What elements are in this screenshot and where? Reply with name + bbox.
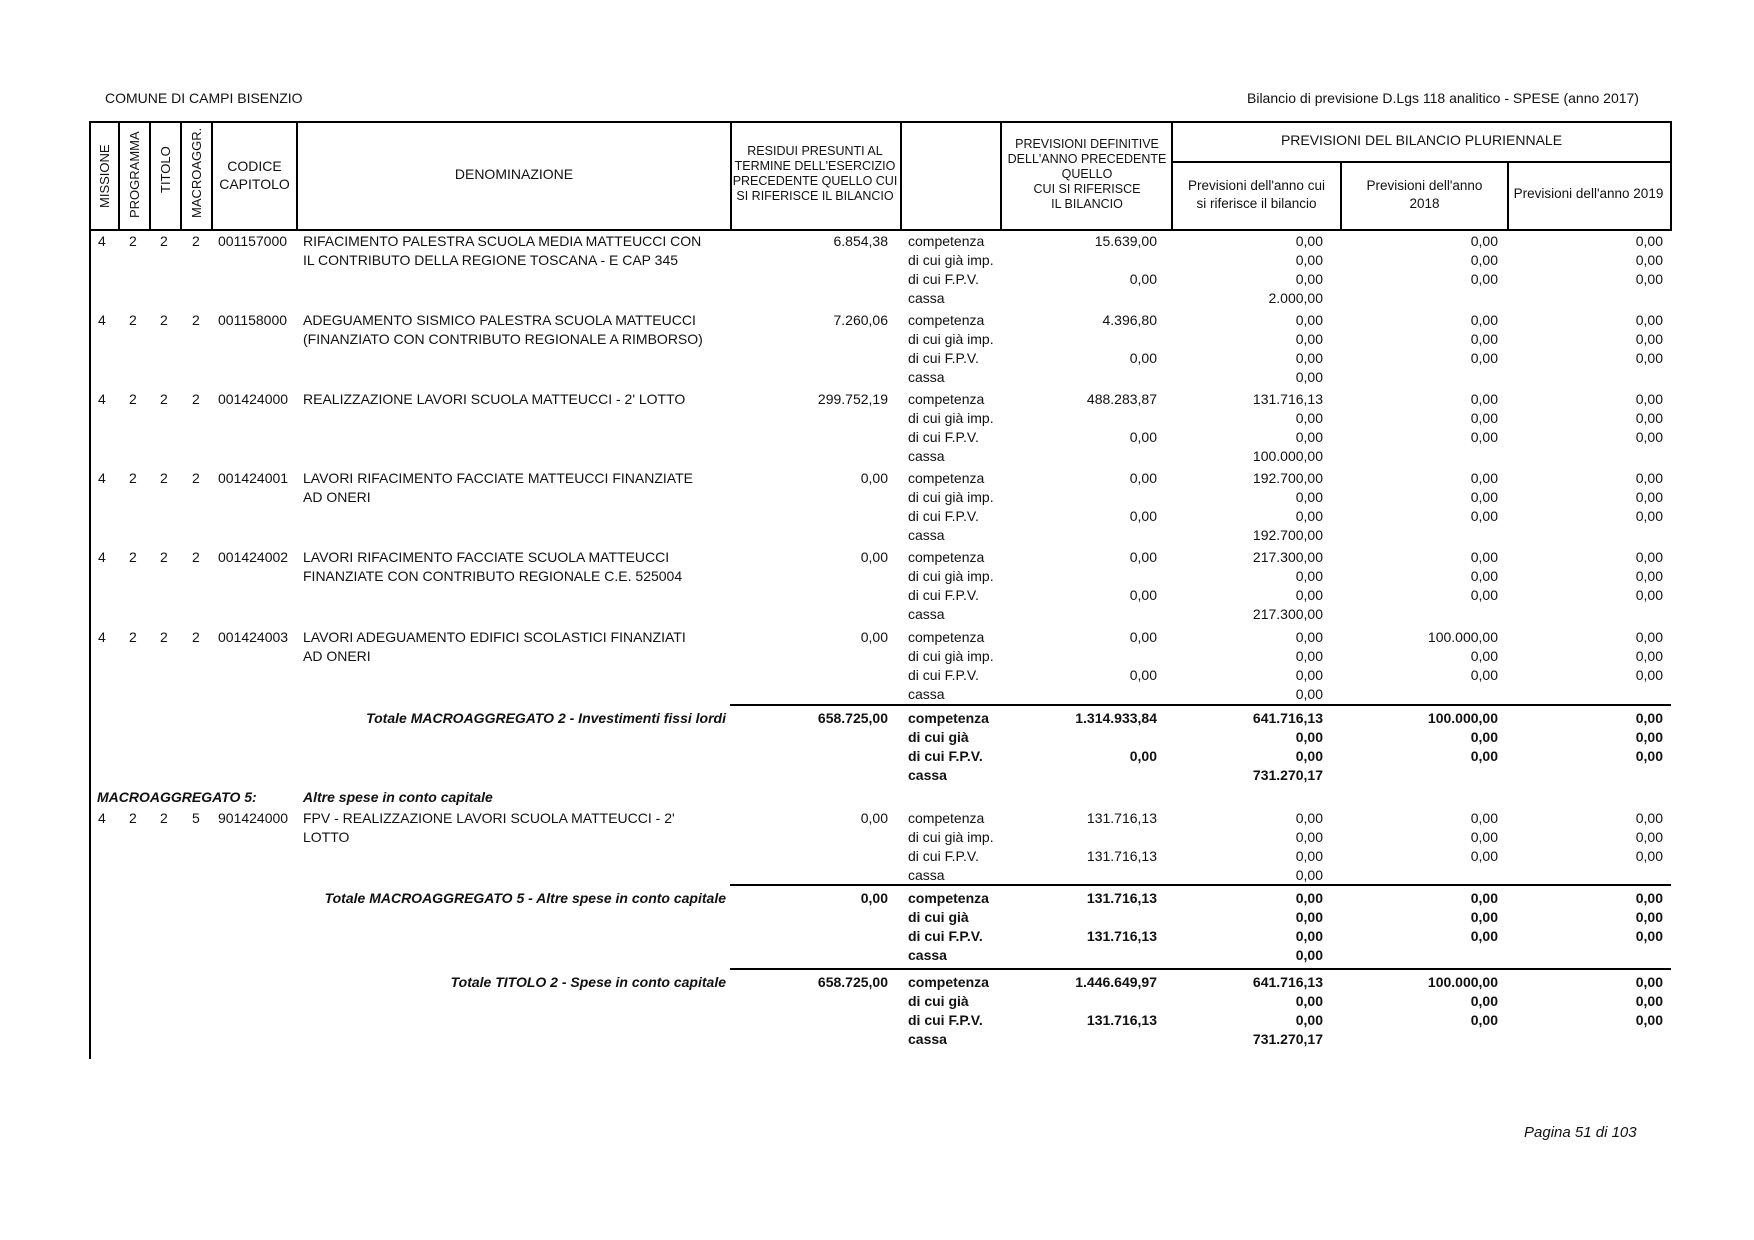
missione-value: 4	[98, 629, 106, 645]
denominazione: FPV - REALIZZAZIONE LAVORI SCUOLA MATTEUCCI - 2'	[303, 810, 675, 826]
value-label: di cui F.P.V.	[908, 271, 979, 287]
macroaggr-value: 2	[192, 312, 200, 328]
codice-capitolo: 001157000	[218, 233, 288, 249]
prev-def-value: 0,00	[1129, 587, 1157, 603]
macroaggregato-5-label: Altre spese in conto capitale	[303, 789, 493, 805]
anno-2019-value: 0,00	[1635, 391, 1663, 407]
anno-2017-value: 192.700,00	[1252, 527, 1323, 543]
denominazione: LAVORI ADEGUAMENTO EDIFICI SCOLASTICI FINANZIATI	[303, 629, 686, 645]
total-label: Totale MACROAGGREGATO 2 - Investimenti fissi lordi	[366, 710, 726, 726]
anno-2018-value: 0,00	[1470, 890, 1498, 906]
value-label: di cui F.P.V.	[908, 667, 979, 683]
anno-2019-value: 0,00	[1635, 489, 1663, 505]
anno-2019-value: 0,00	[1635, 568, 1663, 584]
anno-2019-value: 0,00	[1635, 909, 1663, 925]
value-label: di cui già imp.	[908, 648, 994, 664]
value-label: cassa	[908, 606, 945, 622]
prev-def-value: 4.396,80	[1102, 312, 1157, 328]
anno-2019-value: 0,00	[1635, 993, 1663, 1009]
programma-value: 2	[129, 629, 137, 645]
header-bottom-border	[89, 229, 1672, 231]
codice-capitolo: 001424002	[218, 549, 289, 565]
anno-2018-value: 0,00	[1470, 508, 1498, 524]
pluri-divider	[1172, 161, 1672, 163]
value-label: di cui F.P.V.	[908, 748, 983, 764]
residui-value: 658.725,00	[817, 710, 888, 726]
anno-2019-value: 0,00	[1635, 729, 1663, 745]
value-label: di cui F.P.V.	[908, 508, 979, 524]
missione-value: 4	[98, 810, 106, 826]
anno-2019-value: 0,00	[1635, 667, 1663, 683]
anno-2017-value: 192.700,00	[1252, 470, 1323, 486]
anno-2019-value: 0,00	[1635, 848, 1663, 864]
anno-2017-value: 100.000,00	[1252, 448, 1323, 464]
total-rule	[730, 704, 1671, 706]
anno-2017-value: 0,00	[1295, 748, 1323, 764]
value-label: di cui già imp.	[908, 410, 994, 426]
col-anno-2019: Previsioni dell'anno 2019	[1513, 186, 1664, 201]
anno-2018-value: 0,00	[1470, 271, 1498, 287]
anno-2019-value: 0,00	[1635, 587, 1663, 603]
denominazione: (FINANZIATO CON CONTRIBUTO REGIONALE A RIMBORSO)	[303, 331, 703, 347]
anno-2018-value: 0,00	[1470, 848, 1498, 864]
prev-def-value: 0,00	[1129, 508, 1157, 524]
anno-2018-value: 0,00	[1470, 729, 1498, 745]
prev-def-value: 488.283,87	[1086, 391, 1157, 407]
anno-2019-value: 0,00	[1635, 312, 1663, 328]
anno-2019-value: 0,00	[1635, 890, 1663, 906]
anno-2019-value: 0,00	[1635, 549, 1663, 565]
anno-2019-value: 0,00	[1635, 470, 1663, 486]
denominazione: ADEGUAMENTO SISMICO PALESTRA SCUOLA MATTEUCCI	[303, 312, 696, 328]
missione-value: 4	[98, 549, 106, 565]
value-label: di cui F.P.V.	[908, 350, 979, 366]
anno-2017-value: 731.270,17	[1252, 767, 1323, 783]
residui-value: 658.725,00	[817, 974, 888, 990]
titolo-value: 2	[160, 233, 168, 249]
value-label: cassa	[908, 1031, 947, 1047]
programma-value: 2	[129, 391, 137, 407]
prev-def-value: 0,00	[1129, 271, 1157, 287]
anno-2018-value: 0,00	[1470, 429, 1498, 445]
anno-2017-value: 0,00	[1295, 890, 1323, 906]
anno-2019-value: 0,00	[1635, 252, 1663, 268]
col-sep-3	[180, 121, 182, 231]
prev-def-value: 131.716,13	[1086, 1012, 1157, 1028]
anno-2017-value: 0,00	[1295, 252, 1323, 268]
anno-2017-value: 641.716,13	[1252, 710, 1323, 726]
prev-def-value: 0,00	[1129, 350, 1157, 366]
prev-def-value: 0,00	[1129, 629, 1157, 645]
codice-capitolo: 901424000	[218, 810, 289, 826]
anno-2018-value: 100.000,00	[1427, 629, 1498, 645]
anno-2018-value: 0,00	[1470, 350, 1498, 366]
value-label: competenza	[908, 233, 985, 249]
value-label: di cui già imp.	[908, 568, 994, 584]
value-label: competenza	[908, 810, 985, 826]
value-label: cassa	[908, 527, 945, 543]
programma-value: 2	[129, 549, 137, 565]
value-label: di cui già imp.	[908, 331, 994, 347]
anno-2019-value: 0,00	[1635, 748, 1663, 764]
anno-2018-value: 0,00	[1470, 233, 1498, 249]
value-label: competenza	[908, 549, 985, 565]
col-sep-2	[149, 121, 151, 231]
codice-capitolo: 001158000	[218, 312, 288, 328]
anno-2018-value: 0,00	[1470, 489, 1498, 505]
page-number: Pagina 51 di 103	[1524, 1124, 1637, 1141]
value-label: di cui già imp.	[908, 252, 994, 268]
anno-2017-value: 0,00	[1295, 489, 1323, 505]
value-label: competenza	[908, 470, 985, 486]
programma-value: 2	[129, 470, 137, 486]
missione-value: 4	[98, 470, 106, 486]
anno-2019-value: 0,00	[1635, 429, 1663, 445]
anno-2018-value: 0,00	[1470, 667, 1498, 683]
anno-2018-value: 0,00	[1470, 568, 1498, 584]
missione-value: 4	[98, 312, 106, 328]
value-label: cassa	[908, 686, 945, 702]
denominazione: LAVORI RIFACIMENTO FACCIATE MATTEUCCI FINANZIATE	[303, 470, 693, 486]
anno-2017-value: 0,00	[1295, 909, 1323, 925]
anno-2019-value: 0,00	[1635, 233, 1663, 249]
value-label: di cui F.P.V.	[908, 587, 979, 603]
value-label: competenza	[908, 710, 989, 726]
anno-2018-value: 100.000,00	[1427, 974, 1498, 990]
residui-value: 0,00	[860, 629, 888, 645]
anno-2017-value: 0,00	[1295, 667, 1323, 683]
value-label: di cui già	[908, 729, 969, 745]
anno-2019-value: 0,00	[1635, 331, 1663, 347]
value-label: cassa	[908, 867, 945, 883]
value-label: cassa	[908, 767, 947, 783]
anno-2018-value: 0,00	[1470, 549, 1498, 565]
col-sep-7	[900, 121, 902, 231]
prev-def-value: 0,00	[1129, 748, 1157, 764]
anno-2017-value: 0,00	[1295, 508, 1323, 524]
denominazione: FINANZIATE CON CONTRIBUTO REGIONALE C.E. 525004	[303, 568, 683, 584]
anno-2017-value: 0,00	[1295, 331, 1323, 347]
macroaggregato-5-code: MACROAGGREGATO 5:	[97, 789, 257, 805]
anno-2018-value: 0,00	[1470, 648, 1498, 664]
titolo-value: 2	[160, 549, 168, 565]
prev-def-value: 131.716,13	[1086, 848, 1157, 864]
anno-2017-value: 217.300,00	[1252, 549, 1323, 565]
missione-value: 4	[98, 233, 106, 249]
anno-2017-value: 0,00	[1295, 810, 1323, 826]
macroaggr-value: 2	[192, 629, 200, 645]
value-label: di cui F.P.V.	[908, 429, 979, 445]
titolo-value: 2	[160, 312, 168, 328]
residui-value: 7.260,06	[833, 312, 888, 328]
denominazione: IL CONTRIBUTO DELLA REGIONE TOSCANA - E CAP 345	[303, 252, 679, 268]
value-label: cassa	[908, 947, 947, 963]
value-label: cassa	[908, 369, 945, 385]
entity-name: COMUNE DI CAMPI BISENZIO	[105, 90, 303, 106]
col-denominazione: DENOMINAZIONE	[454, 166, 574, 182]
denominazione: REALIZZAZIONE LAVORI SCUOLA MATTEUCCI - 2' LOTTO	[303, 391, 686, 407]
anno-2017-value: 0,00	[1295, 429, 1323, 445]
anno-2017-value: 0,00	[1295, 829, 1323, 845]
anno-2018-value: 0,00	[1470, 748, 1498, 764]
anno-2017-value: 0,00	[1295, 848, 1323, 864]
anno-2018-value: 0,00	[1470, 391, 1498, 407]
col-codice: CODICE CAPITOLO	[219, 158, 290, 192]
anno-2019-value: 0,00	[1635, 508, 1663, 524]
programma-value: 2	[129, 312, 137, 328]
residui-value: 0,00	[860, 890, 888, 906]
anno-2017-value: 0,00	[1295, 312, 1323, 328]
value-label: competenza	[908, 974, 989, 990]
anno-2017-value: 0,00	[1295, 947, 1323, 963]
prev-def-value: 0,00	[1129, 549, 1157, 565]
anno-2019-value: 0,00	[1635, 410, 1663, 426]
col-residui: RESIDUI PRESUNTI AL TERMINE DELL'ESERCIZIO PRECEDENTE QUELLO CUI SI RIFERISCE IL BILANCIO	[732, 144, 898, 203]
anno-2017-value: 0,00	[1295, 587, 1323, 603]
table-right-border	[1670, 121, 1672, 231]
anno-2017-value: 0,00	[1295, 1012, 1323, 1028]
value-label: competenza	[908, 312, 985, 328]
denominazione: RIFACIMENTO PALESTRA SCUOLA MEDIA MATTEUCCI CON	[303, 233, 702, 249]
anno-2018-value: 0,00	[1470, 587, 1498, 603]
denominazione: LAVORI RIFACIMENTO FACCIATE SCUOLA MATTEUCCI	[303, 549, 670, 565]
value-label: competenza	[908, 391, 985, 407]
value-label: di cui F.P.V.	[908, 1012, 983, 1028]
titolo-value: 2	[160, 810, 168, 826]
total-rule	[730, 968, 1671, 970]
value-label: di cui già imp.	[908, 829, 994, 845]
value-label: di cui già imp.	[908, 489, 994, 505]
anno-2019-value: 0,00	[1635, 829, 1663, 845]
residui-value: 6.854,38	[833, 233, 888, 249]
anno-2017-value: 0,00	[1295, 350, 1323, 366]
prev-def-value: 0,00	[1129, 470, 1157, 486]
prev-def-value: 0,00	[1129, 429, 1157, 445]
anno-2019-value: 0,00	[1635, 1012, 1663, 1028]
anno-2019-value: 0,00	[1635, 810, 1663, 826]
anno-2017-value: 0,00	[1295, 568, 1323, 584]
anno-2019-value: 0,00	[1635, 271, 1663, 287]
residui-value: 0,00	[860, 549, 888, 565]
macroaggr-value: 5	[192, 810, 200, 826]
titolo-value: 2	[160, 629, 168, 645]
col-anno-2018: Previsioni dell'anno 2018	[1366, 178, 1483, 211]
macroaggr-value: 2	[192, 391, 200, 407]
col-pluriennale: PREVISIONI DEL BILANCIO PLURIENNALE	[1280, 132, 1563, 148]
anno-2018-value: 0,00	[1470, 252, 1498, 268]
prev-def-value: 1.314.933,84	[1075, 710, 1157, 726]
prev-def-value: 0,00	[1129, 667, 1157, 683]
titolo-value: 2	[160, 391, 168, 407]
col-missione: MISSIONE	[97, 144, 112, 208]
prev-def-value: 131.716,13	[1086, 890, 1157, 906]
anno-2019-value: 0,00	[1635, 648, 1663, 664]
anno-2017-value: 0,00	[1295, 410, 1323, 426]
value-label: di cui F.P.V.	[908, 848, 979, 864]
anno-2018-value: 0,00	[1470, 410, 1498, 426]
anno-2018-value: 100.000,00	[1427, 710, 1498, 726]
total-label: Totale MACROAGGREGATO 5 - Altre spese in conto capitale	[324, 890, 726, 906]
anno-2017-value: 2.000,00	[1268, 290, 1323, 306]
value-label: cassa	[908, 290, 945, 306]
value-label: competenza	[908, 629, 985, 645]
anno-2017-value: 0,00	[1295, 867, 1323, 883]
anno-2017-value: 0,00	[1295, 993, 1323, 1009]
anno-2019-value: 0,00	[1635, 629, 1663, 645]
col-anno-cui: Previsioni dell'anno cui si riferisce il bilancio	[1188, 178, 1325, 211]
residui-value: 0,00	[860, 810, 888, 826]
col-prev-def: PREVISIONI DEFINITIVE DELL'ANNO PRECEDENTE QUELLO CUI SI RIFERISCE IL BILANCIO	[1007, 137, 1167, 211]
anno-2017-value: 0,00	[1295, 629, 1323, 645]
anno-2019-value: 0,00	[1635, 350, 1663, 366]
anno-2018-value: 0,00	[1470, 1012, 1498, 1028]
anno-2019-value: 0,00	[1635, 710, 1663, 726]
anno-2017-value: 0,00	[1295, 729, 1323, 745]
anno-2017-value: 0,00	[1295, 233, 1323, 249]
anno-2019-value: 0,00	[1635, 928, 1663, 944]
anno-2018-value: 0,00	[1470, 993, 1498, 1009]
anno-2018-value: 0,00	[1470, 331, 1498, 347]
prev-def-value: 131.716,13	[1086, 810, 1157, 826]
value-label: cassa	[908, 448, 945, 464]
anno-2019-value: 0,00	[1635, 974, 1663, 990]
total-label: Totale TITOLO 2 - Spese in conto capitale	[450, 974, 726, 990]
programma-value: 2	[129, 233, 137, 249]
macroaggr-value: 2	[192, 233, 200, 249]
anno-2018-value: 0,00	[1470, 829, 1498, 845]
anno-2018-value: 0,00	[1470, 928, 1498, 944]
col-macroaggr: MACROAGGR.	[189, 127, 204, 218]
col-titolo: TITOLO	[158, 146, 173, 193]
col-sep-1	[118, 121, 120, 231]
titolo-value: 2	[160, 470, 168, 486]
col-programma: PROGRAMMA	[127, 131, 142, 218]
denominazione: AD ONERI	[303, 489, 371, 505]
prev-def-value: 1.446.649,97	[1075, 974, 1157, 990]
residui-value: 299.752,19	[817, 391, 888, 407]
anno-2017-value: 131.716,13	[1252, 391, 1323, 407]
anno-2017-value: 731.270,17	[1252, 1031, 1323, 1047]
denominazione: AD ONERI	[303, 648, 371, 664]
value-label: competenza	[908, 890, 989, 906]
anno-2017-value: 0,00	[1295, 648, 1323, 664]
codice-capitolo: 001424001	[218, 470, 289, 486]
programma-value: 2	[129, 810, 137, 826]
anno-2018-value: 0,00	[1470, 312, 1498, 328]
table-left-border	[89, 121, 91, 1059]
value-label: di cui già	[908, 993, 969, 1009]
anno-2018-value: 0,00	[1470, 810, 1498, 826]
macroaggr-value: 2	[192, 549, 200, 565]
prev-def-value: 131.716,13	[1086, 928, 1157, 944]
anno-2018-value: 0,00	[1470, 909, 1498, 925]
anno-2017-value: 641.716,13	[1252, 974, 1323, 990]
anno-2017-value: 217.300,00	[1252, 606, 1323, 622]
codice-capitolo: 001424000	[218, 391, 289, 407]
document-title: Bilancio di previsione D.Lgs 118 analitico - SPESE (anno 2017)	[1247, 90, 1639, 106]
value-label: di cui già	[908, 909, 969, 925]
residui-value: 0,00	[860, 470, 888, 486]
anno-2017-value: 0,00	[1295, 686, 1323, 702]
anno-2017-value: 0,00	[1295, 369, 1323, 385]
total-rule	[730, 884, 1671, 886]
missione-value: 4	[98, 391, 106, 407]
value-label: di cui F.P.V.	[908, 928, 983, 944]
anno-2017-value: 0,00	[1295, 271, 1323, 287]
table-top-border	[89, 121, 1672, 123]
codice-capitolo: 001424003	[218, 629, 289, 645]
anno-2018-value: 0,00	[1470, 470, 1498, 486]
denominazione: LOTTO	[303, 829, 350, 845]
prev-def-value: 15.639,00	[1094, 233, 1157, 249]
anno-2017-value: 0,00	[1295, 928, 1323, 944]
macroaggr-value: 2	[192, 470, 200, 486]
